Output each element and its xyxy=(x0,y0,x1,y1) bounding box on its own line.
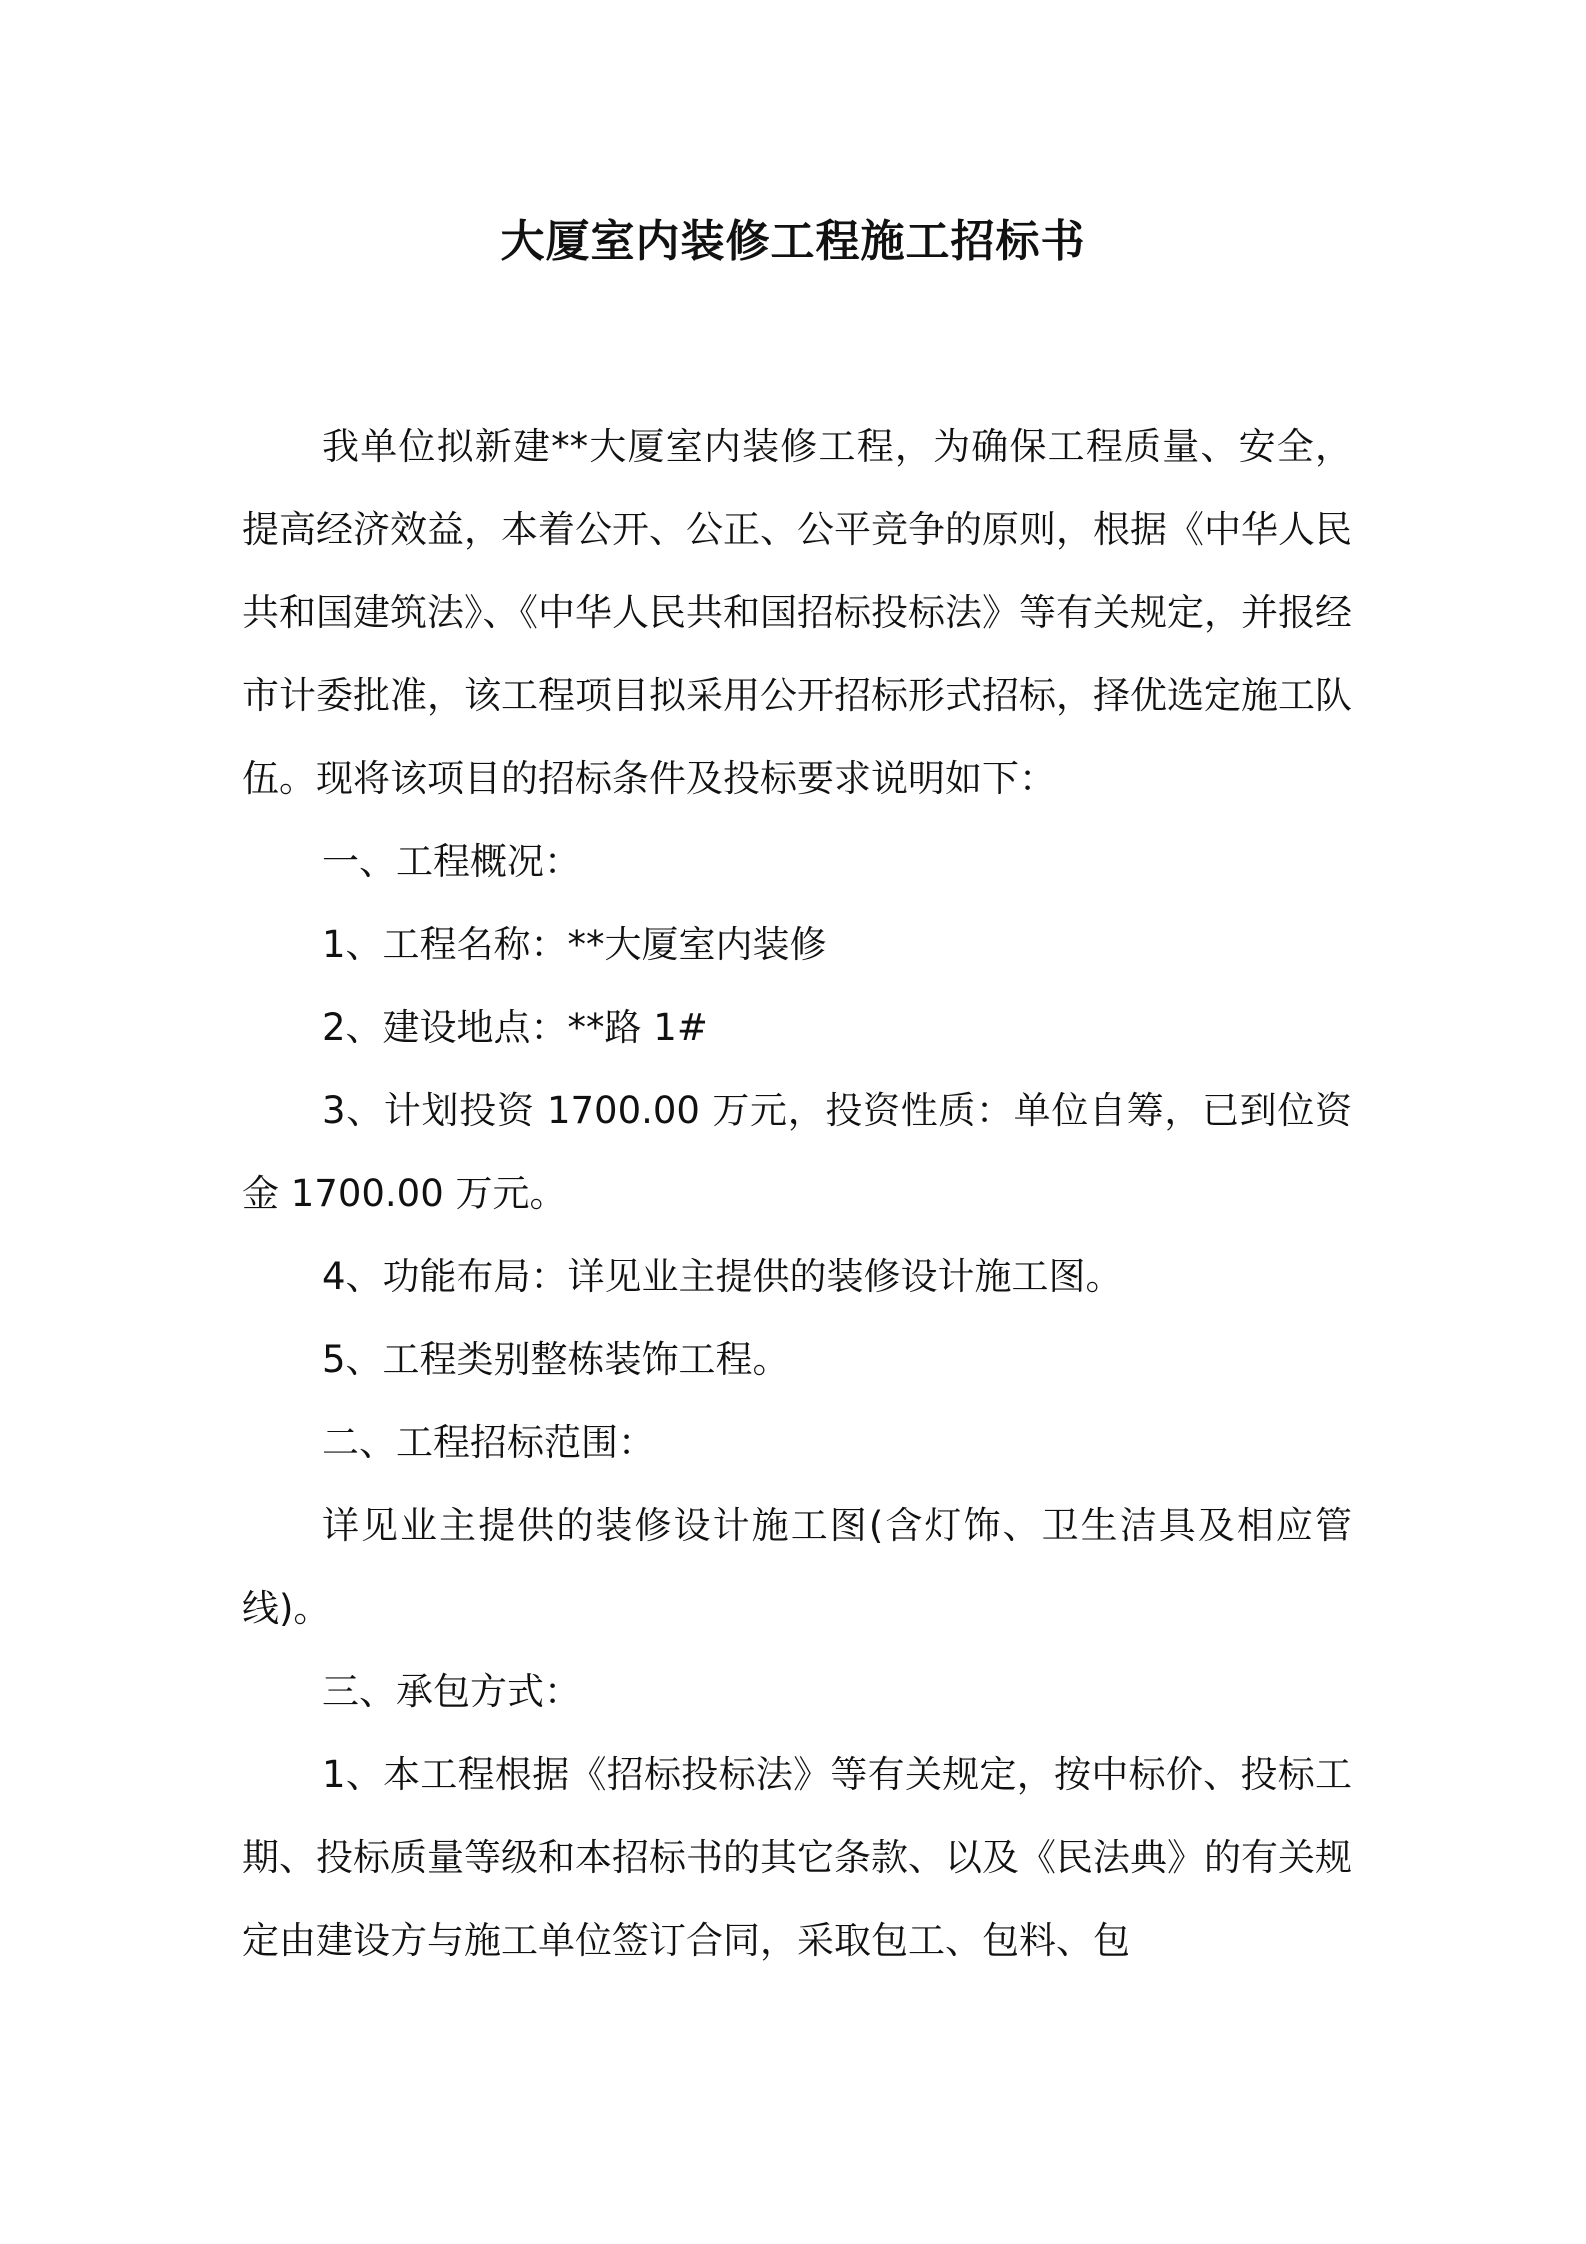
overview-item-investment: 3、计划投资 1700.00 万元，投资性质：单位自筹，已到位资金 1700.00 万元。 xyxy=(242,1089,1352,1215)
scope-paragraph: 详见业主提供的装修设计施工图(含灯饰、卫生洁具及相应管线)。 xyxy=(242,1504,1352,1630)
overview-item-location: 2、建设地点：**路 1# xyxy=(322,1006,708,1049)
contract-item-1: 1、本工程根据《招标投标法》等有关规定，按中标价、投标工期、投标质量等级和本招标书的其它条款、以及《民法典》的有关规定由建设方与施工单位签订合同，采取包工、包料、包 xyxy=(242,1753,1352,1962)
section-heading-contract: 三、承包方式： xyxy=(322,1670,581,1713)
intro-paragraph: 我单位拟新建**大厦室内装修工程，为确保工程质量、安全，提高经济效益，本着公开、公正、公平竞争的原则，根据《中华人民共和国建筑法》、《中华人民共和国招标投标法》等有关规定，并报经市计委批准，该工程项目拟采用公开招标形式招标，择优选定施工队伍。现将该项目的招标条件及投标要求说明如下： xyxy=(242,425,1352,800)
overview-item-layout: 4、功能布局：详见业主提供的装修设计施工图。 xyxy=(322,1255,1123,1298)
section-heading-scope: 二、工程招标范围： xyxy=(322,1421,655,1464)
document-body xyxy=(242,405,1352,1982)
overview-item-name: 1、工程名称：**大厦室内装修 xyxy=(322,923,827,966)
document-title: 大厦室内装修工程施工招标书 xyxy=(500,216,1086,267)
section-heading-overview: 一、工程概况： xyxy=(322,840,581,883)
overview-item-category: 5、工程类别整栋装饰工程。 xyxy=(322,1338,790,1381)
